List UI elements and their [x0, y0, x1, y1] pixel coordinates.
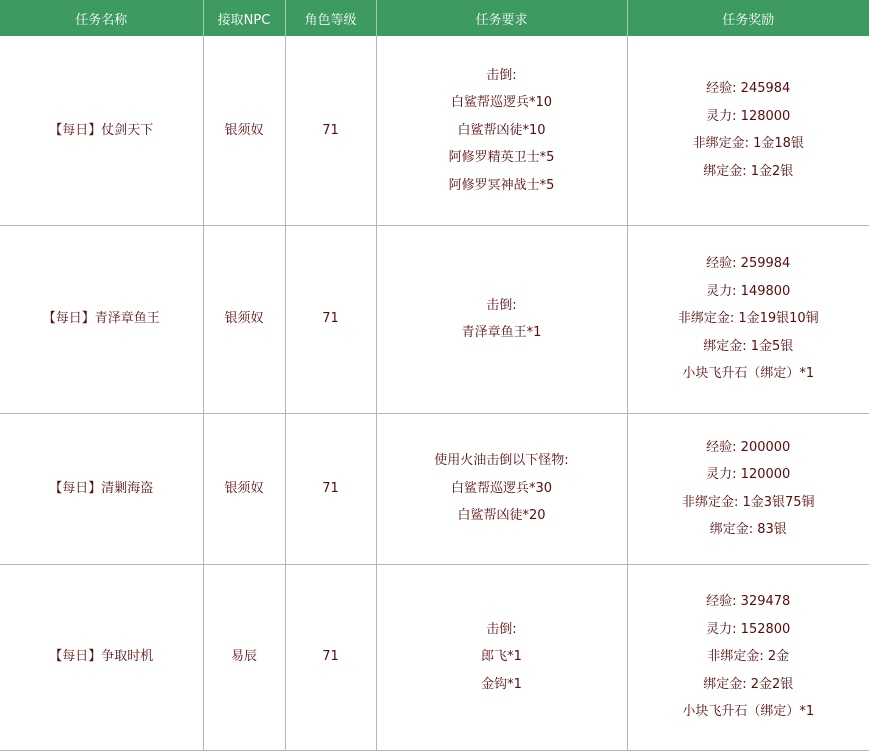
rewards-cell: [627, 564, 869, 750]
header-level: 角色等级: [285, 0, 376, 36]
header-rewards: 任务奖励: [627, 0, 869, 36]
reward-line: 灵力: 128000: [628, 103, 869, 131]
rewards-cell: [627, 36, 869, 225]
reward-line: 小块飞升石（绑定）*1: [628, 360, 869, 388]
header-npc: 接取NPC: [203, 0, 285, 36]
rewards-cell: [627, 225, 869, 413]
requirements-cell: [376, 36, 627, 225]
requirement-line: 白鲨帮凶徒*10: [377, 117, 627, 145]
npc-cell: 银须奴: [203, 413, 285, 564]
requirement-line: 金钩*1: [377, 671, 627, 699]
requirement-line: 青泽章鱼王*1: [377, 319, 627, 347]
table-row: [0, 225, 869, 413]
table-row: [0, 413, 869, 564]
requirement-line: 击倒:: [377, 292, 627, 320]
requirement-line: 阿修罗精英卫士*5: [377, 144, 627, 172]
requirement-line: 白鲨帮凶徒*20: [377, 502, 627, 530]
requirement-line: 白鲨帮巡逻兵*30: [377, 475, 627, 503]
npc-cell: 银须奴: [203, 225, 285, 413]
reward-line: 绑定金: 83银: [628, 516, 869, 544]
table-header-row: [0, 0, 869, 36]
requirement-line: 使用火油击倒以下怪物:: [377, 447, 627, 475]
requirement-line: 击倒:: [377, 62, 627, 90]
reward-line: 非绑定金: 1金3银75铜: [628, 489, 869, 517]
quest-name-cell: 【每日】仗剑天下: [0, 36, 203, 225]
reward-line: 绑定金: 1金5银: [628, 333, 869, 361]
requirement-line: 阿修罗冥神战士*5: [377, 172, 627, 200]
reward-line: 非绑定金: 1金19银10铜: [628, 305, 869, 333]
reward-line: 绑定金: 1金2银: [628, 158, 869, 186]
reward-line: 绑定金: 2金2银: [628, 671, 869, 699]
level-cell: 71: [285, 225, 376, 413]
rewards-cell: [627, 413, 869, 564]
reward-line: 非绑定金: 1金18银: [628, 130, 869, 158]
header-requirements: 任务要求: [376, 0, 627, 36]
npc-cell: 银须奴: [203, 36, 285, 225]
reward-line: 经验: 245984: [628, 75, 869, 103]
header-quest-name: 任务名称: [0, 0, 203, 36]
table-row: [0, 564, 869, 750]
requirements-cell: [376, 225, 627, 413]
quest-name-cell: 【每日】争取时机: [0, 564, 203, 750]
requirement-line: 郎飞*1: [377, 643, 627, 671]
level-cell: 71: [285, 36, 376, 225]
level-cell: 71: [285, 564, 376, 750]
reward-line: 小块飞升石（绑定）*1: [628, 698, 869, 726]
npc-cell: 易辰: [203, 564, 285, 750]
requirement-line: 击倒:: [377, 616, 627, 644]
requirements-cell: [376, 413, 627, 564]
reward-line: 经验: 329478: [628, 588, 869, 616]
quest-name-cell: 【每日】清剿海盗: [0, 413, 203, 564]
reward-line: 经验: 200000: [628, 434, 869, 462]
level-cell: 71: [285, 413, 376, 564]
requirements-cell: [376, 564, 627, 750]
reward-line: 灵力: 152800: [628, 616, 869, 644]
reward-line: 灵力: 120000: [628, 461, 869, 489]
requirement-line: 白鲨帮巡逻兵*10: [377, 89, 627, 117]
table-row: [0, 36, 869, 225]
reward-line: 非绑定金: 2金: [628, 643, 869, 671]
reward-line: 灵力: 149800: [628, 278, 869, 306]
reward-line: 经验: 259984: [628, 250, 869, 278]
quest-name-cell: 【每日】青泽章鱼王: [0, 225, 203, 413]
